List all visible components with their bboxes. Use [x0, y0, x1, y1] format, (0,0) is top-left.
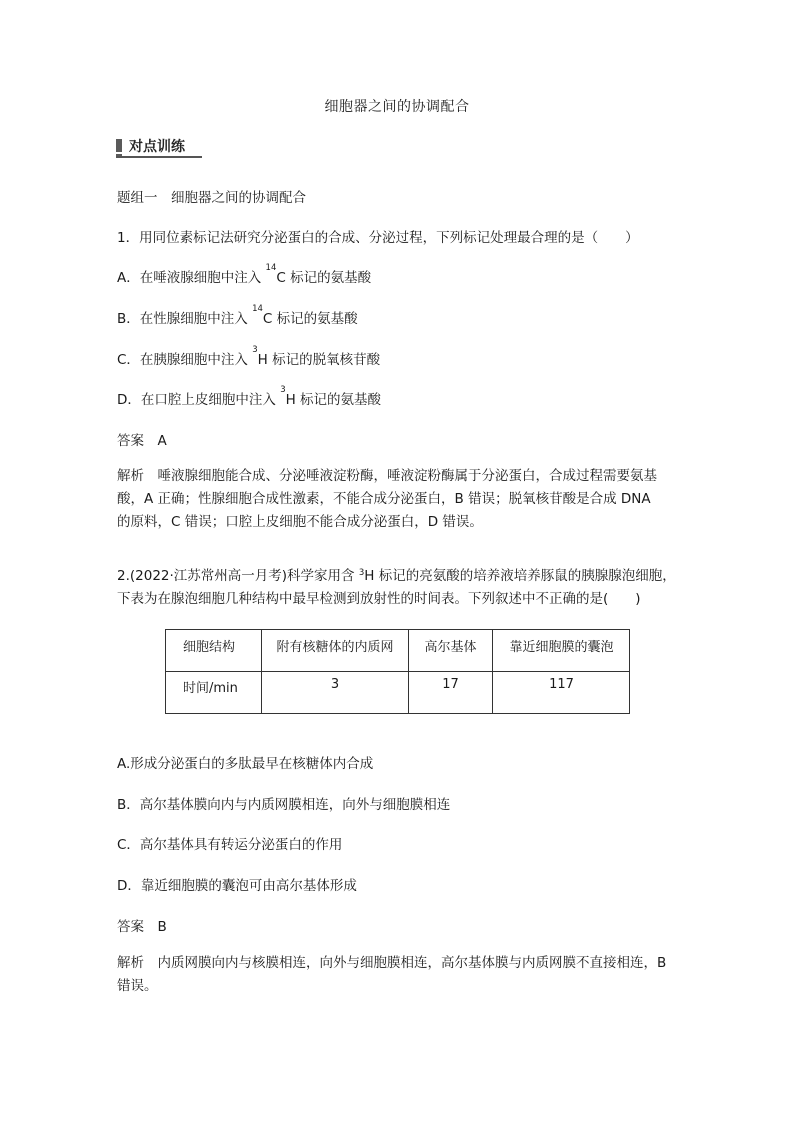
table-cell: 时间/min [183, 681, 238, 696]
table-row [166, 671, 629, 713]
q1-option-d: D．在口腔上皮细胞中注入 $^3$H 标记的氨基酸 [117, 385, 382, 408]
table-header-cell: 靠近细胞膜的囊泡 [509, 640, 614, 655]
q1-analysis-line: 的原料，C 错误；口腔上皮细胞不能合成分泌蛋白，D 错误。 [117, 514, 483, 530]
q1-option-a: A．在唾液腺细胞中注入 $^{14}$C 标记的氨基酸 [117, 263, 372, 286]
q1-answer: 答案 A [117, 433, 167, 449]
table-cell: 117 [549, 677, 574, 692]
q1-option-b: B．在性腺细胞中注入 $^{14}$C 标记的氨基酸 [117, 304, 358, 327]
q2-analysis [117, 952, 677, 998]
section-heading [116, 136, 202, 158]
q1-option-c: C．在胰腺细胞中注入 $^3$H 标记的脱氧核苷酸 [117, 345, 381, 368]
q1-analysis-line: 酸，A 正确；性腺细胞合成性激素，不能合成分泌蛋白，B 错误；脱氧核苷酸是合成 DNA [117, 491, 651, 507]
table-header-cell: 细胞结构 [183, 640, 236, 655]
q2-analysis-line: 解析 内质网膜向内与核膜相连，向外与细胞膜相连，高尔基体膜与内质网膜不直接相连，B [117, 955, 667, 971]
table-header-row [166, 630, 629, 672]
table-cell: 3 [330, 677, 340, 692]
q2-option-c: C．高尔基体具有转运分泌蛋白的作用 [117, 837, 343, 853]
table-cell: 17 [442, 677, 459, 692]
table-header-cell: 高尔基体 [424, 640, 477, 655]
q2-option-b: B．高尔基体膜向内与内质网膜相连，向外与细胞膜相连 [117, 797, 451, 813]
table-header-cell: 附有核糖体的内质网 [276, 640, 394, 655]
q1-stem: 1．用同位素标记法研究分泌蛋白的合成、分泌过程，下列标记处理最合理的是（ ） [117, 230, 639, 246]
heading-bar-icon [116, 139, 122, 152]
q2-stem [117, 565, 677, 611]
group-title: 题组一 细胞器之间的协调配合 [117, 190, 306, 206]
q2-stem-line1: 2.(2022·江苏常州高一月考)科学家用含 $^3$H 标记的亮氨酸的培养液培养豚鼠的胰腺腺泡细胞， [117, 568, 676, 584]
q2-option-d: D．靠近细胞膜的囊泡可由高尔基体形成 [117, 878, 357, 894]
q2-answer: 答案 B [117, 919, 167, 935]
q2-analysis-line: 错误。 [117, 978, 158, 994]
q2-stem-line2: 下表为在腺泡细胞几种结构中最早检测到放射性的时间表。下列叙述中不正确的是( ) [117, 591, 641, 607]
section-heading-text: 对点训练 [129, 139, 185, 155]
data-table [165, 629, 630, 714]
q1-analysis [117, 465, 677, 534]
q2-option-a: A.形成分泌蛋白的多肽最早在核糖体内合成 [117, 756, 374, 772]
q1-analysis-line: 解析 唾液腺细胞能合成、分泌唾液淀粉酶，唾液淀粉酶属于分泌蛋白，合成过程需要氨基 [117, 468, 657, 484]
page-title: 细胞器之间的协调配合 [324, 99, 470, 115]
